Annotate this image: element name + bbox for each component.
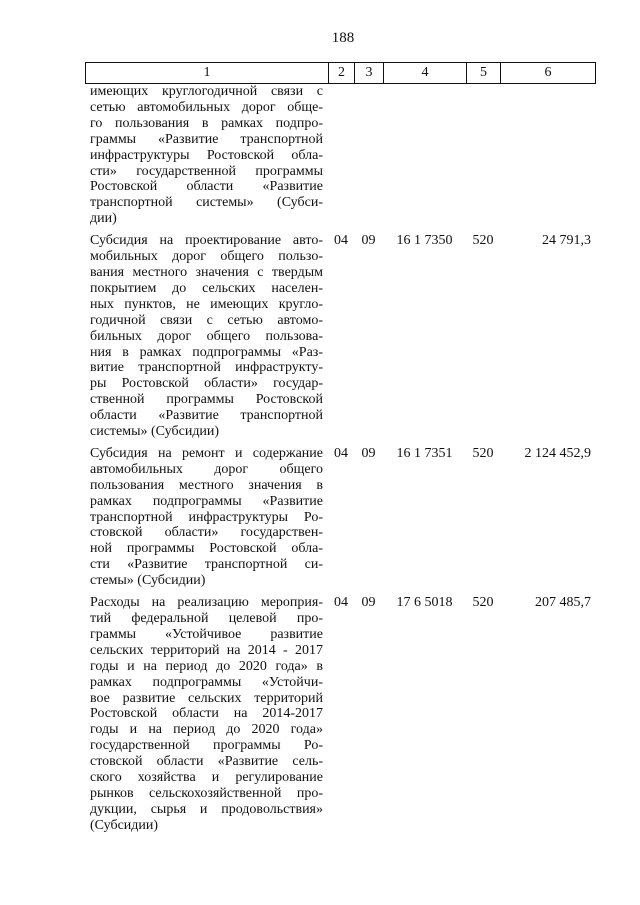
description-line: транспортной инфраструктуры Ро-	[90, 509, 323, 525]
description-line: (Субсидии)	[90, 817, 159, 833]
description-line: рамках подпрограммы «Устойчи-	[90, 674, 323, 690]
cell-section	[328, 84, 354, 227]
description-line: системы» (Субсидии)	[90, 424, 220, 440]
table-row	[85, 233, 596, 440]
description-line: дии)	[90, 211, 117, 227]
description-line: Субсидия на ремонт и содержание	[90, 445, 323, 461]
row-description	[85, 84, 328, 227]
description-line: пользования местного значения в	[90, 477, 323, 493]
cell-section: 04	[334, 233, 348, 249]
description-line: граммы «Устойчивое развитие	[90, 626, 323, 642]
description-line: ния в рамках подпрограммы «Раз-	[90, 344, 323, 360]
description-line: бильных дорог общего пользова-	[90, 328, 323, 344]
cell-target-article: 16 1 7351	[396, 445, 453, 461]
row-description	[85, 446, 328, 589]
table-row	[85, 84, 596, 227]
description-line: вое развитие сельских территорий	[90, 690, 323, 706]
description-line: граммы «Развитие транспортной	[90, 131, 323, 147]
description-line: стовской области» государствен-	[90, 525, 323, 541]
cell-target-article: 16 1 7350	[396, 233, 453, 249]
cell-expense-type: 520	[472, 233, 494, 249]
description-line: автомобильных дорог общего	[90, 461, 323, 477]
description-line: Расходы на реализацию мероприя-	[90, 595, 323, 611]
cell-section: 04	[334, 445, 348, 461]
table-row	[85, 595, 596, 834]
page-number: 188	[331, 30, 355, 46]
description-line: ского хозяйства и регулирование	[90, 770, 323, 786]
column-header-6: 6	[500, 63, 595, 83]
cell-expense-type: 520	[472, 595, 494, 611]
description-line: стовской области «Развитие сель-	[90, 754, 323, 770]
cell-subsection: 09	[361, 445, 376, 461]
description-line: области «Развитие транспортной	[90, 408, 323, 424]
column-header-5: 5	[466, 63, 500, 83]
description-line: инфраструктуры Ростовской обла-	[90, 147, 323, 163]
description-line: сельских территорий на 2014 - 2017	[90, 642, 323, 658]
description-line: мобильных дорог общего пользо-	[90, 249, 323, 265]
column-header-3: 3	[354, 63, 383, 83]
cell-subsection: 09	[361, 595, 376, 611]
cell-expense-type: 520	[472, 445, 494, 461]
description-line: ственной программы Ростовской	[90, 392, 323, 408]
description-line: сетью автомобильных дорог обще-	[90, 99, 323, 115]
cell-amount	[500, 84, 596, 227]
description-line: Субсидия на проектирование авто-	[90, 233, 323, 249]
description-line: дукции, сырья и продовольствия»	[90, 801, 323, 817]
description-line: годы и на период до 2020 года» в	[90, 658, 323, 674]
row-description	[85, 595, 328, 834]
description-line: транспортной системы» (Субси-	[90, 195, 323, 211]
description-line: покрытием до сельских населен-	[90, 280, 323, 296]
table-row	[85, 446, 596, 589]
description-line: сти» государственной программы	[90, 163, 323, 179]
description-line: Ростовской области «Развитие	[90, 179, 323, 195]
description-line: ной программы Ростовской обла-	[90, 541, 323, 557]
column-header-1: 1	[203, 65, 211, 80]
description-line: го пользования в рамках подпро-	[90, 115, 323, 131]
description-line: ры Ростовской области» государ-	[90, 376, 323, 392]
description-line: тий федеральной целевой про-	[90, 611, 323, 626]
description-line: сти «Развитие транспортной си-	[90, 557, 323, 573]
table-body	[85, 84, 596, 834]
row-description	[85, 233, 328, 440]
cell-section: 04	[334, 595, 348, 611]
cell-subsection: 09	[361, 233, 376, 249]
cell-subsection	[354, 84, 383, 227]
description-line: ных пунктов, не имеющих кругло-	[90, 296, 323, 312]
column-header-4: 4	[383, 63, 466, 83]
description-line: рынков сельскохозяйственной про-	[90, 785, 323, 801]
table-header-row	[85, 62, 596, 84]
description-line: рамках подпрограммы «Развитие	[90, 493, 323, 509]
description-line: вания местного значения с твердым	[90, 264, 323, 280]
description-line: стемы» (Субсидии)	[90, 573, 206, 589]
cell-amount: 207 485,7	[535, 595, 591, 611]
cell-target-article: 17 6 5018	[396, 595, 453, 611]
description-line: годичной связи с сетью автомо-	[90, 312, 323, 328]
description-line: годы и на период до 2020 года»	[90, 722, 323, 738]
description-line: государственной программы Ро-	[90, 738, 323, 754]
description-line: имеющих круглогодичной связи с	[90, 84, 323, 99]
cell-expense-type	[466, 84, 500, 227]
description-line: витие транспортной инфраструкту-	[90, 360, 323, 376]
cell-amount: 2 124 452,9	[524, 445, 591, 461]
description-line: Ростовской области на 2014-2017	[90, 706, 323, 722]
cell-target-article	[383, 84, 466, 227]
cell-amount: 24 791,3	[542, 233, 591, 249]
column-header-2: 2	[328, 63, 354, 83]
